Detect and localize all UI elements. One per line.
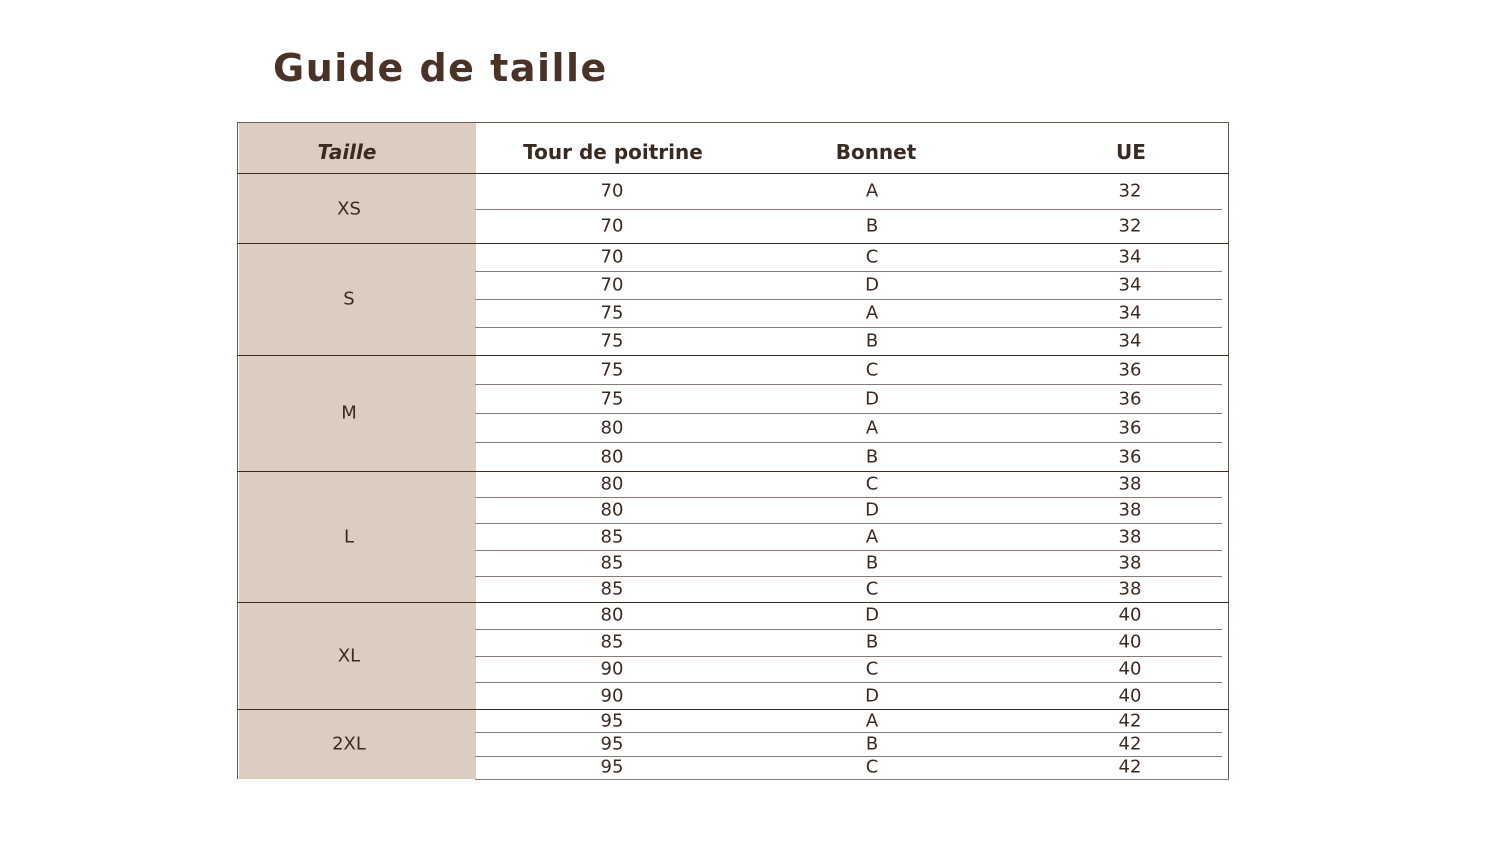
eu-cell: 42 — [1118, 756, 1142, 778]
table-bottom — [475, 779, 1229, 780]
group-divider — [237, 471, 1229, 472]
chest-cell: 75 — [600, 330, 624, 352]
row-divider — [475, 523, 1222, 524]
group-divider — [237, 243, 1229, 244]
chest-cell: 70 — [600, 215, 624, 237]
chest-cell: 80 — [600, 446, 624, 467]
row-divider — [475, 682, 1222, 683]
size-label: L — [343, 526, 355, 547]
cup-cell: A — [865, 526, 879, 547]
row-divider — [475, 756, 1222, 757]
row-divider — [475, 384, 1222, 385]
chest-cell: 95 — [600, 733, 624, 755]
eu-cell: 40 — [1118, 604, 1142, 626]
chest-cell: 75 — [600, 302, 624, 324]
cup-cell: A — [865, 302, 879, 324]
eu-cell: 36 — [1118, 417, 1142, 438]
chest-cell: 90 — [600, 658, 624, 680]
header-divider — [237, 173, 1229, 174]
chest-cell: 85 — [600, 578, 624, 600]
eu-cell: 36 — [1118, 446, 1142, 467]
chest-cell: 85 — [600, 526, 624, 547]
cup-cell: B — [865, 552, 879, 574]
row-divider — [475, 442, 1222, 443]
chest-cell: 90 — [600, 685, 624, 707]
cup-cell: C — [865, 246, 879, 268]
size-label: XS — [337, 198, 361, 219]
eu-cell: 40 — [1118, 658, 1142, 680]
row-divider — [475, 327, 1222, 328]
group-divider — [237, 355, 1229, 356]
eu-cell: 40 — [1118, 685, 1142, 707]
cup-cell: A — [865, 180, 879, 202]
size-label: XL — [337, 645, 361, 666]
chest-cell: 70 — [600, 246, 624, 268]
eu-cell: 36 — [1118, 388, 1142, 409]
row-divider — [475, 209, 1222, 210]
cup-cell: D — [865, 388, 879, 409]
cup-cell: C — [865, 473, 879, 495]
cup-cell: B — [865, 215, 879, 237]
row-divider — [475, 656, 1222, 657]
row-divider — [475, 413, 1222, 414]
eu-cell: 38 — [1118, 499, 1142, 521]
chest-cell: 70 — [600, 180, 624, 202]
cup-cell: C — [865, 578, 879, 600]
cup-cell: C — [865, 756, 879, 778]
cup-cell: B — [865, 631, 879, 653]
eu-cell: 34 — [1118, 274, 1142, 296]
cup-cell: B — [865, 733, 879, 755]
chest-cell: 85 — [600, 631, 624, 653]
page-title: Guide de taille — [273, 46, 608, 90]
chest-cell: 80 — [600, 604, 624, 626]
cup-cell: D — [865, 604, 879, 626]
eu-cell: 42 — [1118, 733, 1142, 755]
chest-cell: 85 — [600, 552, 624, 574]
eu-cell: 34 — [1118, 330, 1142, 352]
row-divider — [475, 497, 1222, 498]
chest-cell: 75 — [600, 388, 624, 409]
eu-cell: 40 — [1118, 631, 1142, 653]
cup-cell: D — [865, 499, 879, 521]
cup-cell: A — [865, 417, 879, 438]
eu-cell: 36 — [1118, 359, 1142, 380]
eu-cell: 38 — [1118, 526, 1142, 547]
chest-cell: 70 — [600, 274, 624, 296]
cup-cell: D — [865, 685, 879, 707]
row-divider — [475, 271, 1222, 272]
chest-cell: 95 — [600, 710, 624, 732]
cup-cell: B — [865, 330, 879, 352]
chest-cell: 95 — [600, 756, 624, 778]
row-divider — [475, 299, 1222, 300]
header-eu: UE — [1116, 140, 1146, 164]
chest-cell: 75 — [600, 359, 624, 380]
eu-cell: 34 — [1118, 246, 1142, 268]
cup-cell: C — [865, 658, 879, 680]
size-table — [237, 122, 1229, 779]
header-cup: Bonnet — [835, 140, 917, 164]
eu-cell: 32 — [1118, 215, 1142, 237]
row-divider — [475, 732, 1222, 733]
eu-cell: 38 — [1118, 552, 1142, 574]
cup-cell: D — [865, 274, 879, 296]
chest-cell: 80 — [600, 473, 624, 495]
row-divider — [475, 550, 1222, 551]
header-chest: Tour de poitrine — [523, 140, 703, 164]
row-divider — [475, 576, 1222, 577]
size-label: S — [343, 288, 355, 310]
eu-cell: 38 — [1118, 473, 1142, 495]
row-divider — [475, 629, 1222, 630]
cup-cell: C — [865, 359, 879, 380]
group-divider — [237, 709, 1229, 710]
header-size: Taille — [317, 140, 377, 164]
eu-cell: 42 — [1118, 710, 1142, 732]
group-divider — [237, 602, 1229, 603]
chest-cell: 80 — [600, 417, 624, 438]
eu-cell: 32 — [1118, 180, 1142, 202]
size-label: M — [341, 402, 357, 424]
eu-cell: 38 — [1118, 578, 1142, 600]
size-label: 2XL — [332, 733, 366, 755]
cup-cell: B — [865, 446, 879, 467]
chest-cell: 80 — [600, 499, 624, 521]
eu-cell: 34 — [1118, 302, 1142, 324]
cup-cell: A — [865, 710, 879, 732]
